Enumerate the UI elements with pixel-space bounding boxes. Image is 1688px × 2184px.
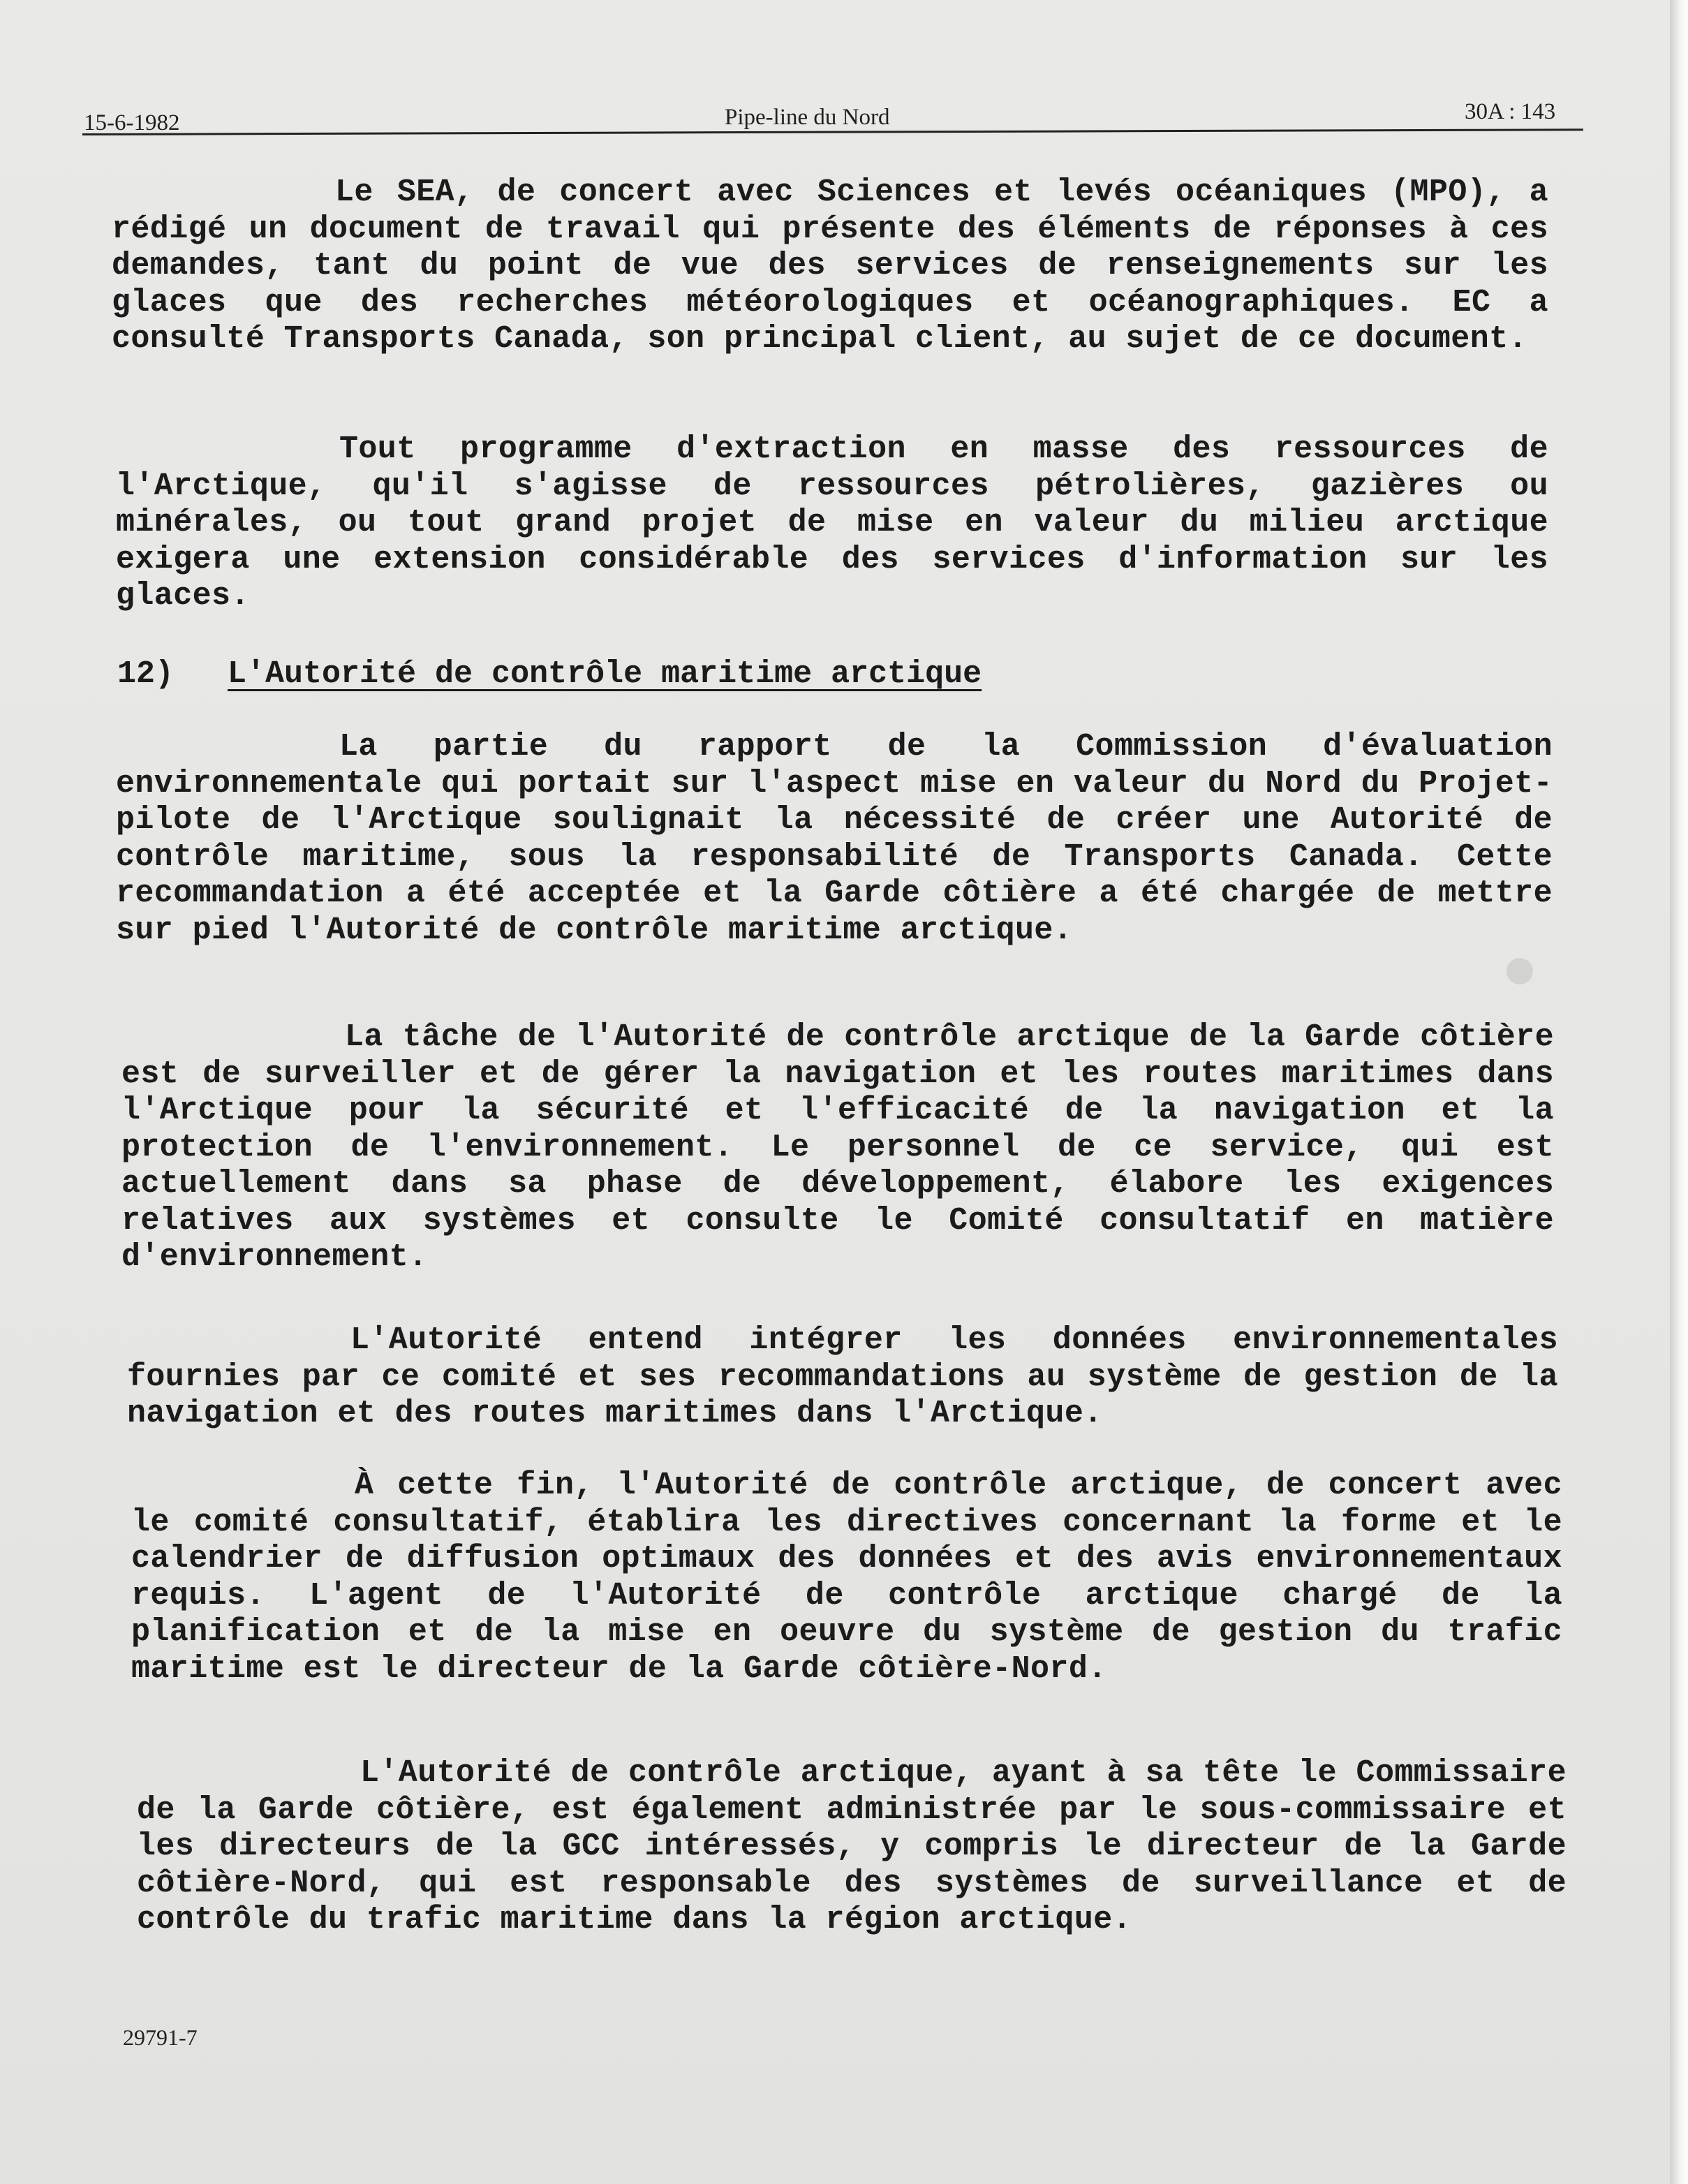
paragraph-commissioner: L'Autorité de contrôle arctique, ayant à sa tête le Commissaire de la Garde côtière, est également administrée par le sous-commissaire et les directeurs de la GCC intéressés, y compris le directeur de la Garde côtière-Nord, qui est responsable des systèmes de surveillance et de contrôle du trafic maritime dans la région arctique. bbox=[137, 1755, 1567, 1938]
paragraph-directives: À cette fin, l'Autorité de contrôle arctique, de concert avec le comité consultatif, établira les directives concernant la forme et le calendrier de diffusion optimaux des données et des avis environnementaux requis. L'agent de l'Autorité de contrôle arctique chargé de la planification et de la mise en oeuvre du système de gestion du trafic maritime est le directeur de la Garde côtière-Nord. bbox=[131, 1468, 1562, 1687]
paragraph-arctic-extraction: Tout programme d'extraction en masse des ressources de l'Arctique, qu'il s'agisse de ressources pétrolières, gazières ou minérales, ou tout grand projet de mise en valeur du milieu arctique exigera une extension considérable des services d'information sur les glaces. bbox=[116, 431, 1548, 614]
paragraph-authority-integration: L'Autorité entend intégrer les données environnementales fournies par ce comité et ses recommandations au système de gestion de la navigation et des routes maritimes dans l'Arctique. bbox=[127, 1322, 1558, 1431]
paragraph-commission-report: La partie du rapport de la Commission d'évaluation environnementale qui portait sur l'aspect mise en valeur du Nord du Projet-pilote de l'Arctique soulignait la nécessité de créer une Autorité de contrôle maritime, sous la responsabilité de Transports Canada. Cette recommandation a été acceptée et la Garde côtière a été chargée de mettre sur pied l'Autorité de contrôle maritime arctique. bbox=[116, 729, 1553, 948]
header-date: 15-6-1982 bbox=[84, 110, 180, 135]
section-number: 12) bbox=[117, 656, 175, 692]
header-page-ref: 30A : 143 bbox=[1465, 99, 1556, 124]
paragraph-sea-document: Le SEA, de concert avec Sciences et levés océaniques (MPO), a rédigé un document de travail qui présente des éléments de réponses à ces demandes, tant du point de vue des services de renseignements sur les glaces que des recherches météorologiques et océanographiques. EC a consulté Transports Canada, son principal client, au sujet de ce document. bbox=[112, 175, 1548, 357]
footer-print-code: 29791-7 bbox=[123, 2025, 198, 2050]
section-title: L'Autorité de contrôle maritime arctique bbox=[228, 656, 982, 692]
header-title: Pipe-line du Nord bbox=[725, 105, 890, 130]
paragraph-authority-task: La tâche de l'Autorité de contrôle arctique de la Garde côtière est de surveiller et de gérer la navigation et les routes maritimes dans l'Arctique pour la sécurité et l'efficacité de la navigation et la protection de l'environnement. Le personnel de ce service, qui est actuellement dans sa phase de développement, élabore les exigences relatives aux systèmes et consulte le Comité consultatif en matière d'environnement. bbox=[121, 1019, 1554, 1275]
section-heading bbox=[117, 656, 982, 692]
